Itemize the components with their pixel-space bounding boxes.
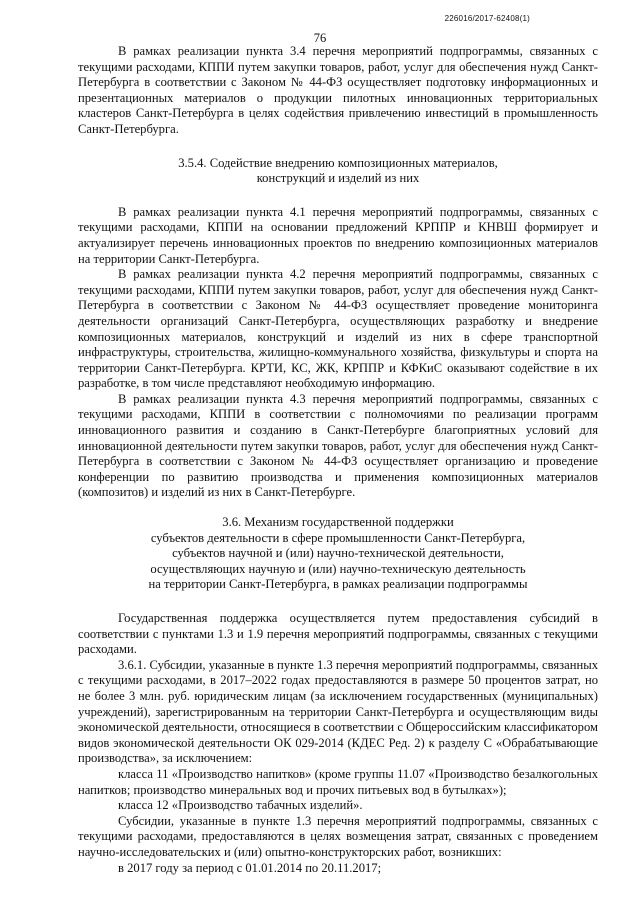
paragraph-state-support: Государственная поддержка осуществляется путем предоставления субсидий в соответствии с пунктами 1.3 и 1.9 перечня мероприятий подпрограммы, связанных с текущими расходами. — [78, 611, 598, 657]
heading-line: осуществляющих научную и (или) научно-техническую деятельность — [150, 561, 526, 576]
paragraph-2017-period: в 2017 году за период с 01.01.2014 по 20.11.2017; — [118, 860, 382, 875]
paragraph-subsidies-purpose: Субсидии, указанные в пункте 1.3 перечня мероприятий подпрограммы, связанных с текущими расходами, предоставляются в целях возмещения затрат, связанных с проведением научно-исследовательских и (или) опытно-конструкторских работ, возникших: — [78, 813, 598, 859]
heading-line: субъектов научной и (или) научно-технической деятельности, — [172, 546, 504, 561]
heading-line: конструкций и изделий из них — [256, 171, 420, 186]
paragraph-3-4-item: В рамках реализации пункта 3.4 перечня мероприятий подпрограммы, связанных с текущими расходами, КППИ путем закупки товаров, работ, услуг для обеспечения нужд Санкт-Петербурга в соответствии с Законом № 44-ФЗ осуществляет подготовку информационных и презентационных материалов о продукции пилотных инновационных территориальных кластеров Санкт-Петербурга в целях содействия привлечению инвестиций в промышленность Санкт-Петербурга. — [78, 44, 598, 136]
heading-line: 3.6. Механизм государственной поддержки — [222, 515, 454, 530]
document-registration-number: 226016/2017-62408(1) — [444, 14, 530, 23]
paragraph-class-11: класса 11 «Производство напитков» (кроме группы 11.07 «Производство безалкогольных напитков; производство минеральных вод и прочих питьевых вод в бутылках»); — [78, 766, 598, 797]
paragraph-class-12: класса 12 «Производство табачных изделий». — [118, 798, 363, 813]
section-heading-3-6 — [78, 515, 598, 593]
heading-line: 3.5.4. Содействие внедрению композиционных материалов, — [178, 155, 498, 170]
paragraph-4-2-item: В рамках реализации пункта 4.2 перечня мероприятий подпрограммы, связанных с текущими расходами, КППИ путем закупки товаров, работ, услуг для обеспечения нужд Санкт-Петербурга в соответствии с Законом № 44-ФЗ осуществляет проведение мониторинга деятельности организаций Санкт-Петербурга, осуществляющих разработку и внедрение композиционных материалов, конструкций и изделий из них в сфере транспортной инфраструктуры, строительства, жилищно-коммунального хозяйства, физкультуры и спорта на территории Санкт-Петербурга. КРТИ, КС, ЖК, КРППР и КФКиС оказывают содействие в их разработке, в том числе представляют необходимую информацию. — [78, 267, 598, 391]
page-number: 76 — [313, 31, 327, 45]
paragraph-4-3-item: В рамках реализации пункта 4.3 перечня мероприятий подпрограммы, связанных с текущими расходами, КППИ в соответствии с полномочиями по реализации программ инновационного развития и созданию в Санкт-Петербурге благоприятных условий для инновационной деятельности путем закупки товаров, работ, услуг для обеспечения нужд Санкт-Петербурга в соответствии с Законом № 44-ФЗ осуществляет организацию и проведение конференции по развитию производства и применения композиционных материалов (композитов) и изделий из них в Санкт-Петербурге. — [78, 391, 598, 500]
heading-line: на территории Санкт-Петербурга, в рамках реализации подпрограммы — [148, 577, 528, 592]
document-body — [78, 44, 598, 876]
paragraph-3-6-1: 3.6.1. Субсидии, указанные в пункте 1.3 перечня мероприятий подпрограммы, связанных с текущими расходами, в 2017–2022 годах предоставляются в размере 50 процентов затрат, но не более 3 млн. руб. юридическим лицам (за исключением государственных (муниципальных) учреждений), зарегистрированным на территории Санкт-Петербурга и осуществляющим виды экономической деятельности, относящиеся в соответствии с Общероссийским классификатором видов экономической деятельности ОК 029-2014 (КДЕС Ред. 2) к разделу С «Обрабатывающие производства», за исключением: — [78, 657, 598, 766]
section-heading-3-5-4 — [78, 156, 598, 187]
paragraph-4-1-item: В рамках реализации пункта 4.1 перечня мероприятий подпрограммы, связанных с текущими расходами, КППИ на основании предложений КРППР и КНВШ формирует и актуализирует перечень инновационных проектов по внедрению композиционных материалов на территории Санкт-Петербурга. — [78, 204, 598, 266]
heading-line: субъектов деятельности в сфере промышленности Санкт-Петербурга, — [150, 530, 526, 545]
